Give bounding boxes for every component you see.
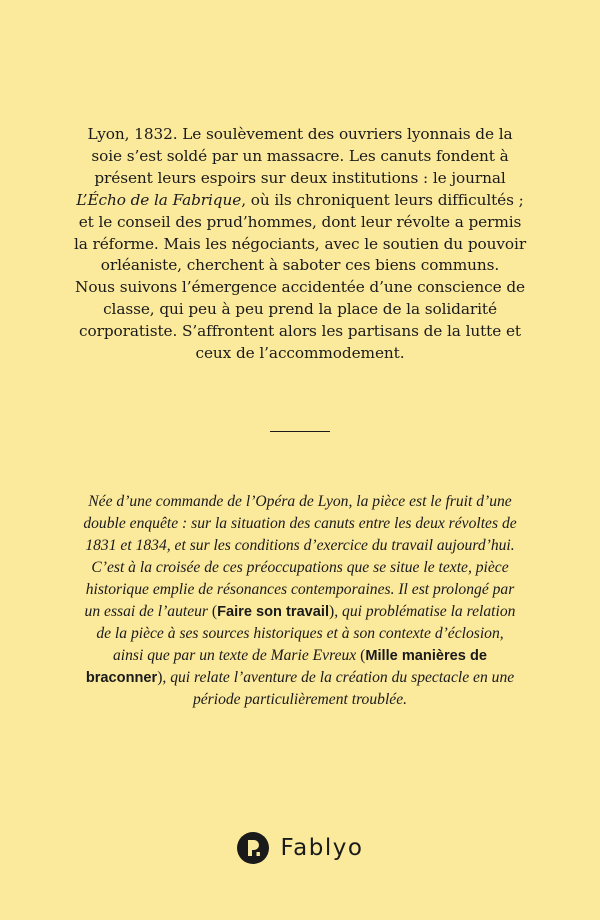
summary-paragraph-2: Nous suivons l’émergence accidentée d’une conscience de classe, qui peu à peu prend la place de la solidarité corporatiste. S’affrontent alors les partisans de la lutte et ceux de l’accommodement. — [75, 278, 525, 363]
about-text — [80, 491, 520, 711]
publisher-logo-icon — [237, 832, 269, 864]
about-paragraph: Née d’une commande de l’Opéra de Lyon, la pièce est le fruit d’une double enquête : sur la situation des canuts entre les deux révoltes de 1831 et 1834, et sur les conditions d’exercice du travail aujourd’hui. C’est à la croisée de ces préoccupations que se situe le texte, pièce historique emplie de résonances contemporaines. Il est prolongé par un essai de l’auteur (Faire son travail), qui problématise la relation de la pièce à ses sources historiques et à son contexte d’éclosion, ainsi que par un texte de Marie Evreux (Mille manières de braconner), qui relate l’aventure de la création du spectacle en une période particulièrement troublée. — [83, 493, 517, 708]
summary-paragraph-1: Lyon, 1832. Le soulèvement des ouvriers lyonnais de la soie s’est soldé par un massacre. Les canuts fondent à présent leurs espoirs sur deux institutions : le journal L’Écho de la Fabrique, où ils chroniquent leurs difficultés ; et le conseil des prud’hommes, dont leur révolte a permis la réforme. Mais les négociants, avec le soutien du pouvoir orléaniste, cherchent à saboter ces biens communs. — [73, 125, 527, 275]
section-divider — [270, 431, 330, 432]
publisher-footer — [0, 828, 600, 868]
book-title-mille-manieres: Mille manières de braconner — [85, 648, 487, 686]
summary-text — [70, 124, 530, 365]
book-title-faire-son-travail: Faire son travail — [217, 604, 330, 620]
journal-title: L’Écho de la Fabrique — [76, 190, 242, 209]
publisher-name: Fablyo — [280, 835, 364, 861]
